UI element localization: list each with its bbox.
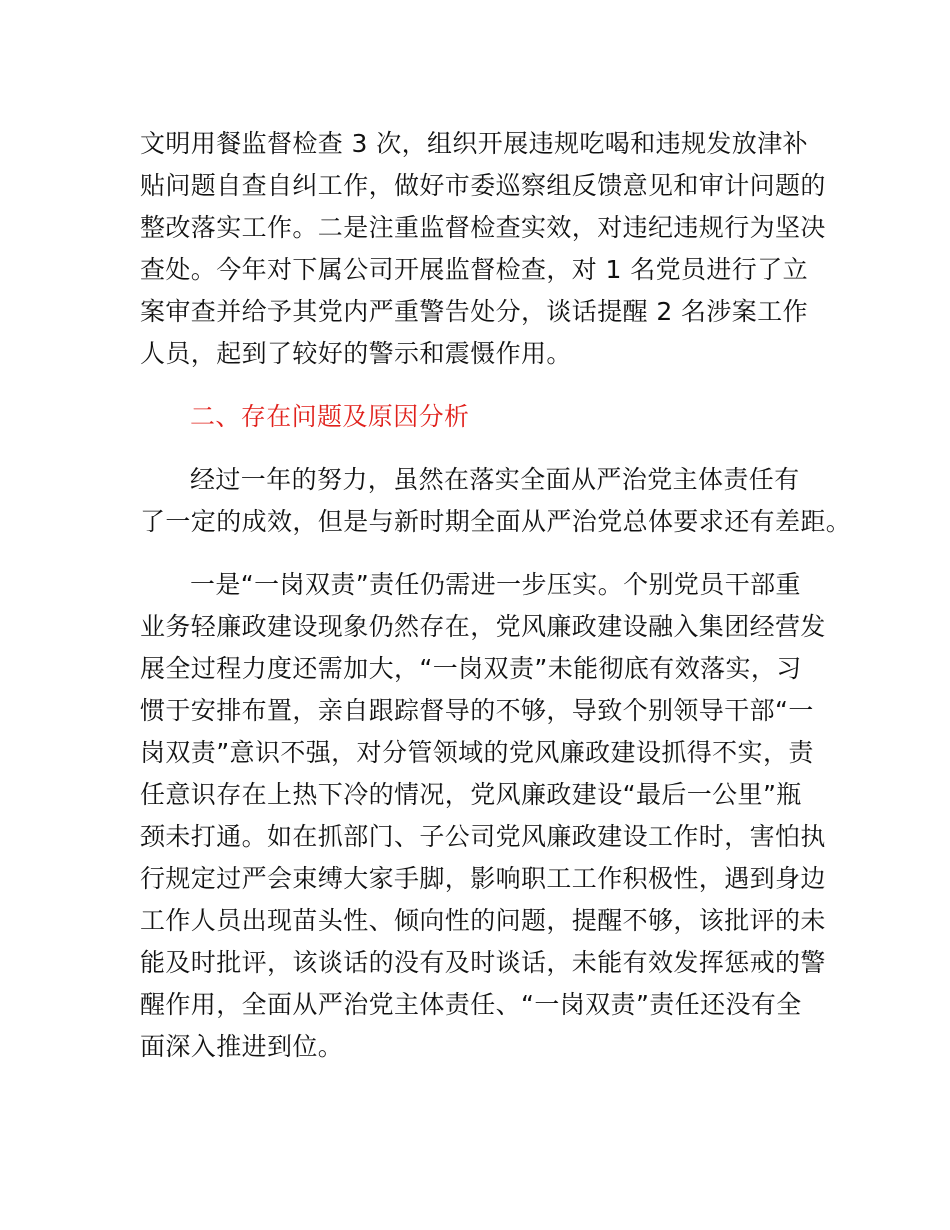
paragraph-line: 贴问题自查自纠工作，做好市委巡察组反馈意见和审计问题的 — [140, 171, 826, 200]
paragraph-line: 文明用餐监督检查 3 次，组织开展违规吃喝和违规发放津补 — [140, 129, 809, 158]
paragraph-line: 案审查并给予其党内严重警告处分，谈话提醒 2 名涉案工作 — [140, 297, 809, 326]
paragraph-line: 行规定过严会束缚大家手脚，影响职工工作积极性，遇到身边 — [140, 864, 826, 893]
paragraph-line: 任意识存在上热下冷的情况，党风廉政建设“最后一公里”瓶 — [140, 780, 802, 809]
paragraph-line: 业务轻廉政建设现象仍然存在，党风廉政建设融入集团经营发 — [140, 612, 826, 641]
paragraph-line: 整改落实工作。二是注重监督检查实效，对违纪违规行为坚决 — [140, 213, 826, 242]
paragraph-line: 面深入推进到位。 — [140, 1032, 344, 1061]
paragraph-line: 能及时批评，该谈话的没有及时谈话，未能有效发挥惩戒的警 — [140, 948, 826, 977]
paragraph-line: 了一定的成效，但是与新时期全面从严治党总体要求还有差距。 — [140, 507, 852, 536]
paragraph-line: 经过一年的努力，虽然在落实全面从严治党主体责任有 — [190, 465, 800, 494]
paragraph-line: 一是“一岗双责”责任仍需进一步压实。个别党员干部重 — [190, 570, 801, 599]
section-heading: 二、存在问题及原因分析 — [190, 402, 470, 431]
paragraph-line: 工作人员出现苗头性、倾向性的问题，提醒不够，该批评的未 — [140, 906, 826, 935]
paragraph-line: 查处。今年对下属公司开展监督检查，对 1 名党员进行了立 — [140, 255, 809, 284]
paragraph-line: 惯于安排布置，亲自跟踪督导的不够，导致个别领导干部“一 — [140, 696, 814, 725]
paragraph-line: 人员，起到了较好的警示和震慑作用。 — [140, 339, 572, 368]
paragraph-line: 醒作用，全面从严治党主体责任、“一岗双责”责任还没有全 — [140, 990, 802, 1019]
paragraph-line: 岗双责”意识不强，对分管领域的党风廉政建设抓得不实，责 — [140, 738, 814, 767]
paragraph-line: 颈未打通。如在抓部门、子公司党风廉政建设工作时，害怕执 — [140, 822, 826, 851]
paragraph-line: 展全过程力度还需加大，“一岗双责”未能彻底有效落实，习 — [140, 654, 802, 683]
